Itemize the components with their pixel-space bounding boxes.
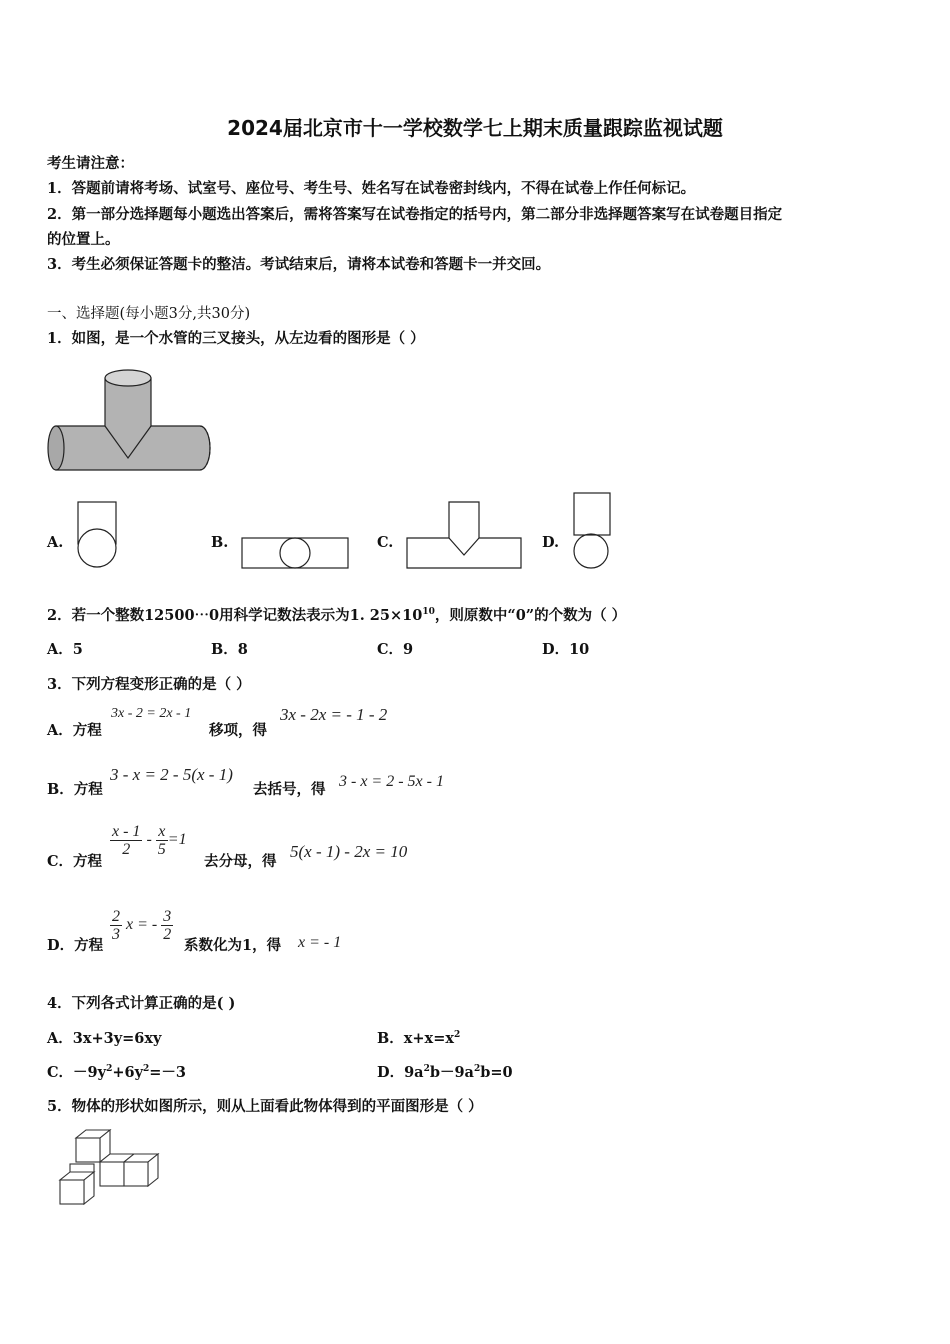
section-heading: 一、选择题(每小题3分,共30分) bbox=[47, 306, 251, 322]
option-b: B．方程 bbox=[47, 781, 103, 798]
option-c: C. bbox=[377, 534, 394, 551]
option-a-figure bbox=[76, 500, 120, 570]
option-c: C．方程 bbox=[47, 853, 103, 870]
option-d-figure bbox=[571, 491, 613, 571]
notice-item: 的位置上。 bbox=[47, 231, 120, 248]
option-d: D．$9a^2b-9a^2b=0$ bbox=[377, 1064, 513, 1081]
equation: $\frac{2}{3}$ x = - $\frac{3}{2}$ bbox=[112, 908, 172, 943]
equation: 5(x - 1) - 2x = 10 bbox=[290, 842, 408, 861]
equation: 3x - 2x = - 1 - 2 bbox=[280, 705, 388, 724]
page-title: 2024届北京市十一学校数学七上期末质量跟踪监视试题 bbox=[227, 116, 723, 140]
notice-item: 1．答题前请将考场、试室号、座位号、考生号、姓名写在试卷密封线内，不得在试卷上作任何标记。 bbox=[47, 180, 696, 197]
question-2-stem: 2．若一个整数12500⋯0用科学记数法表示为1. $25\times 10^{10}$，则原数中“0”的个数为（ ） bbox=[47, 607, 627, 624]
equation: x = - 1 bbox=[298, 934, 342, 951]
notice-item: 3．考生必须保证答题卡的整洁。考试结束后，请将本试卷和答题卡一并交回。 bbox=[47, 256, 551, 273]
option-b-figure bbox=[240, 536, 350, 570]
question-5-stem: 5．物体的形状如图所示，则从上面看此物体得到的平面图形是（ ） bbox=[47, 1098, 483, 1115]
option-text: 移项，得 bbox=[209, 722, 267, 739]
option-c: C．9 bbox=[377, 641, 414, 658]
pipe-tee-figure bbox=[46, 366, 216, 476]
option-c: C．$-9y^2+6y^2=-3$ bbox=[47, 1064, 187, 1081]
option-d: D. bbox=[542, 534, 560, 551]
option-a: A．3x+3y=6xy bbox=[47, 1030, 162, 1047]
option-b: B．$x+x=x^2$ bbox=[377, 1030, 461, 1047]
equation: 3 - x = 2 - 5x - 1 bbox=[339, 773, 444, 790]
equation: 3 - x = 2 - 5(x - 1) bbox=[110, 765, 233, 784]
option-b: B. bbox=[211, 534, 229, 551]
cube-stack-figure bbox=[56, 1128, 168, 1206]
option-a: A. bbox=[47, 534, 64, 551]
option-text: 去分母，得 bbox=[204, 853, 277, 870]
option-a: A．5 bbox=[47, 641, 83, 658]
notice-item: 2．第一部分选择题每小题选出答案后，需将答案写在试卷指定的括号内，第二部分非选择题答案写在试卷题目指定 bbox=[47, 206, 783, 223]
option-b: B．8 bbox=[211, 641, 248, 658]
option-d: D．10 bbox=[542, 641, 590, 658]
option-text: 去括号，得 bbox=[253, 781, 326, 798]
equation: $\frac{x - 1}{2}$ - $\frac{x}{5}$ =1 bbox=[112, 823, 187, 858]
equation: 3x - 2 = 2x - 1 bbox=[111, 706, 192, 721]
option-d: D．方程 bbox=[47, 937, 104, 954]
option-a: A．方程 bbox=[47, 722, 102, 739]
notice-heading: 考生请注意： bbox=[47, 155, 134, 172]
question-3-stem: 3．下列方程变形正确的是（ ） bbox=[47, 676, 251, 693]
question-1-stem: 1．如图，是一个水管的三叉接头，从左边看的图形是（ ） bbox=[47, 330, 425, 347]
question-4-stem: 4．下列各式计算正确的是( ) bbox=[47, 995, 236, 1012]
option-c-figure bbox=[405, 500, 523, 572]
option-text: 系数化为1，得 bbox=[184, 937, 282, 954]
